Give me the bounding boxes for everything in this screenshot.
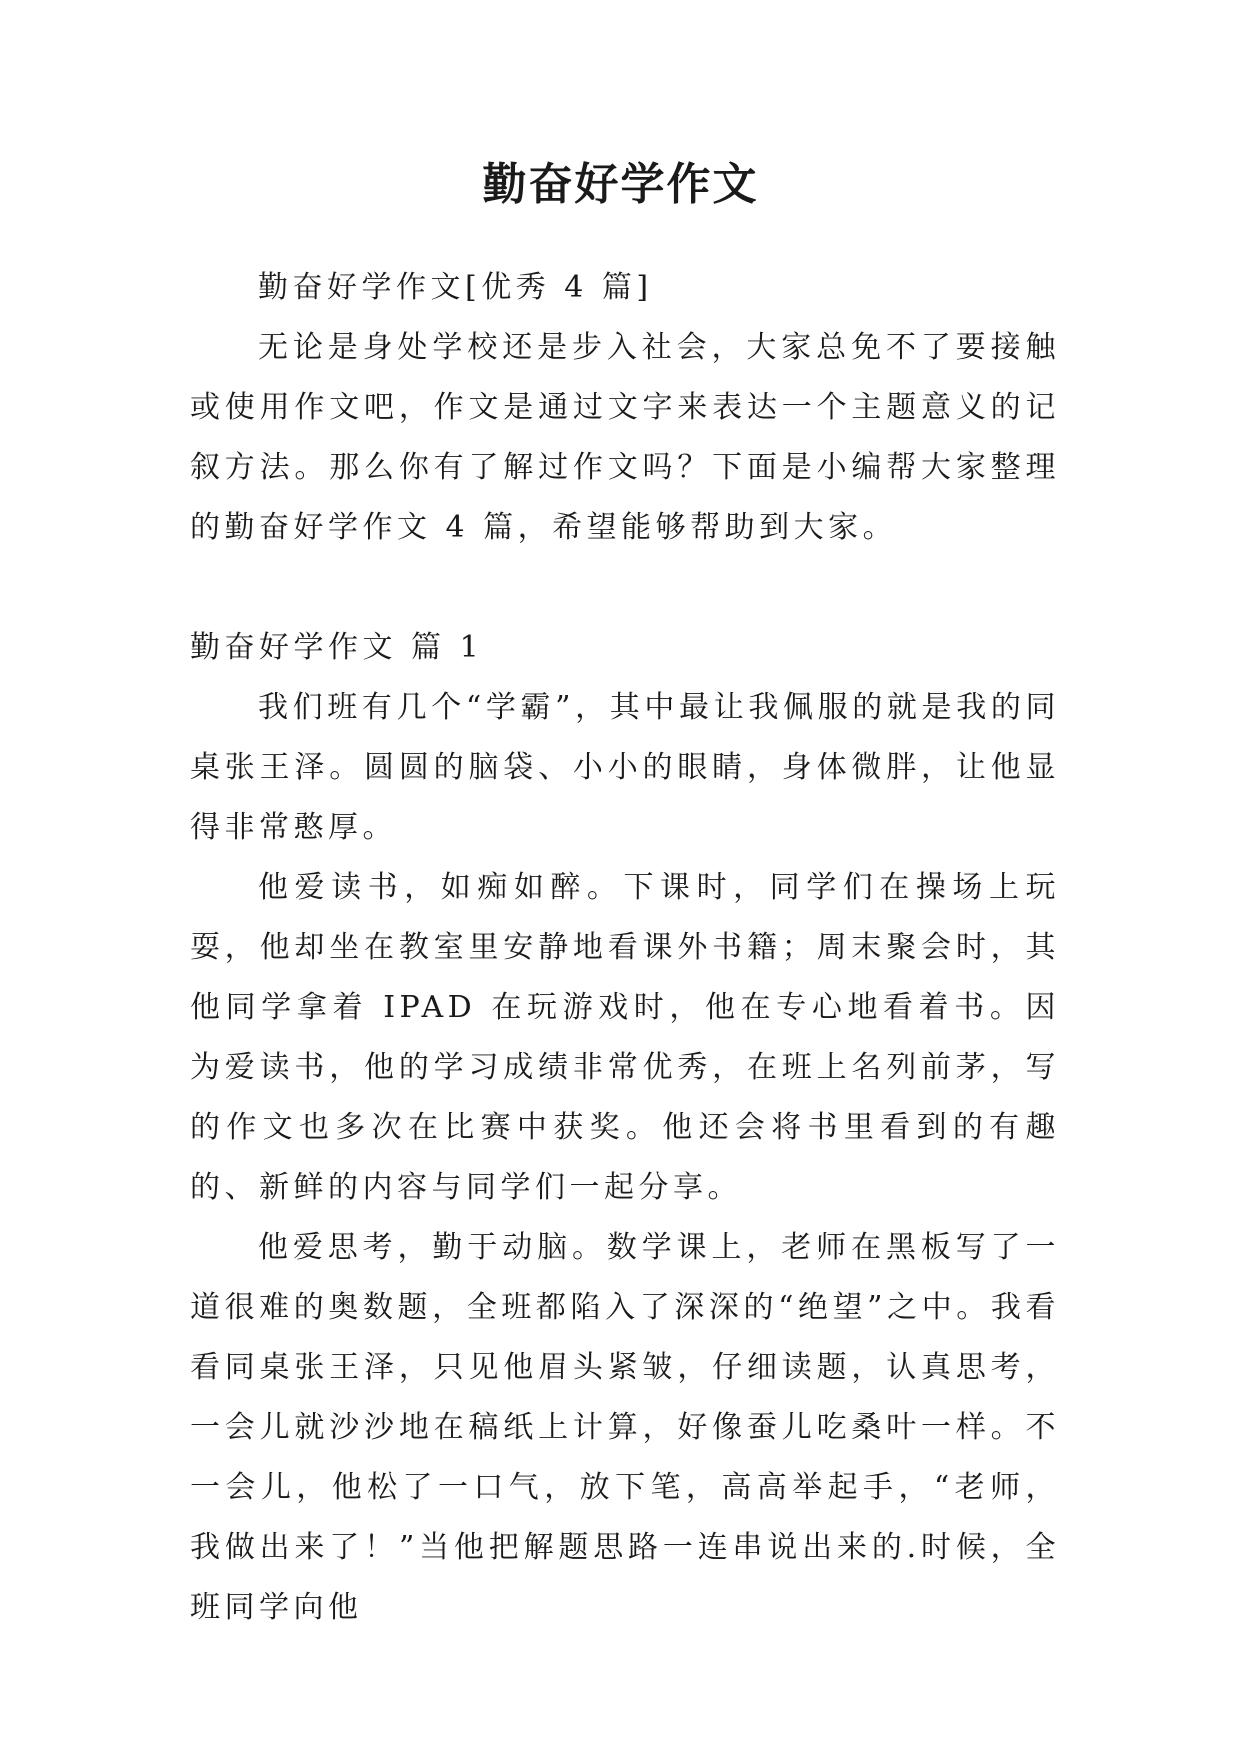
document-body	[190, 258, 1060, 1638]
intro-paragraph: 无论是身处学校还是步入社会，大家总免不了要接触或使用作文吧，作文是通过文字来表达一个主题意义的记叙方法。那么你有了解过作文吗？下面是小编帮大家整理的勤奋好学作文 4 篇，希望能够帮助到大家。	[190, 330, 1060, 545]
section-heading: 勤奋好学作文 篇 1	[190, 630, 484, 665]
document-title: 勤奋好学作文	[482, 159, 759, 210]
body-paragraph-3: 他爱思考，勤于动脑。数学课上，老师在黑板写了一道很难的奥数题，全班都陷入了深深的“绝望”之中。我看看同桌张王泽，只见他眉头紧皱，仔细读题，认真思考，一会儿就沙沙地在稿纸上计算，好像蚕儿吃桑叶一样。不一会儿，他松了一口气，放下笔，高高举起手，“老师，我做出来了！”当他把解题思路一连串说出来的.时候，全班同学向他	[190, 1230, 1060, 1625]
body-paragraph-2: 他爱读书，如痴如醉。下课时，同学们在操场上玩耍，他却坐在教室里安静地看课外书籍；周末聚会时，其他同学拿着 IPAD 在玩游戏时，他在专心地看着书。因为爱读书，他的学习成绩非常优秀，在班上名列前茅，写的作文也多次在比赛中获奖。他还会将书里看到的有趣的、新鲜的内容与同学们一起分享。	[190, 870, 1060, 1205]
document-subtitle: 勤奋好学作文[优秀 4 篇]	[258, 270, 653, 305]
body-paragraph-1: 我们班有几个“学霸”，其中最让我佩服的就是我的同桌张王泽。圆圆的脑袋、小小的眼睛，身体微胖，让他显得非常憨厚。	[190, 690, 1060, 845]
